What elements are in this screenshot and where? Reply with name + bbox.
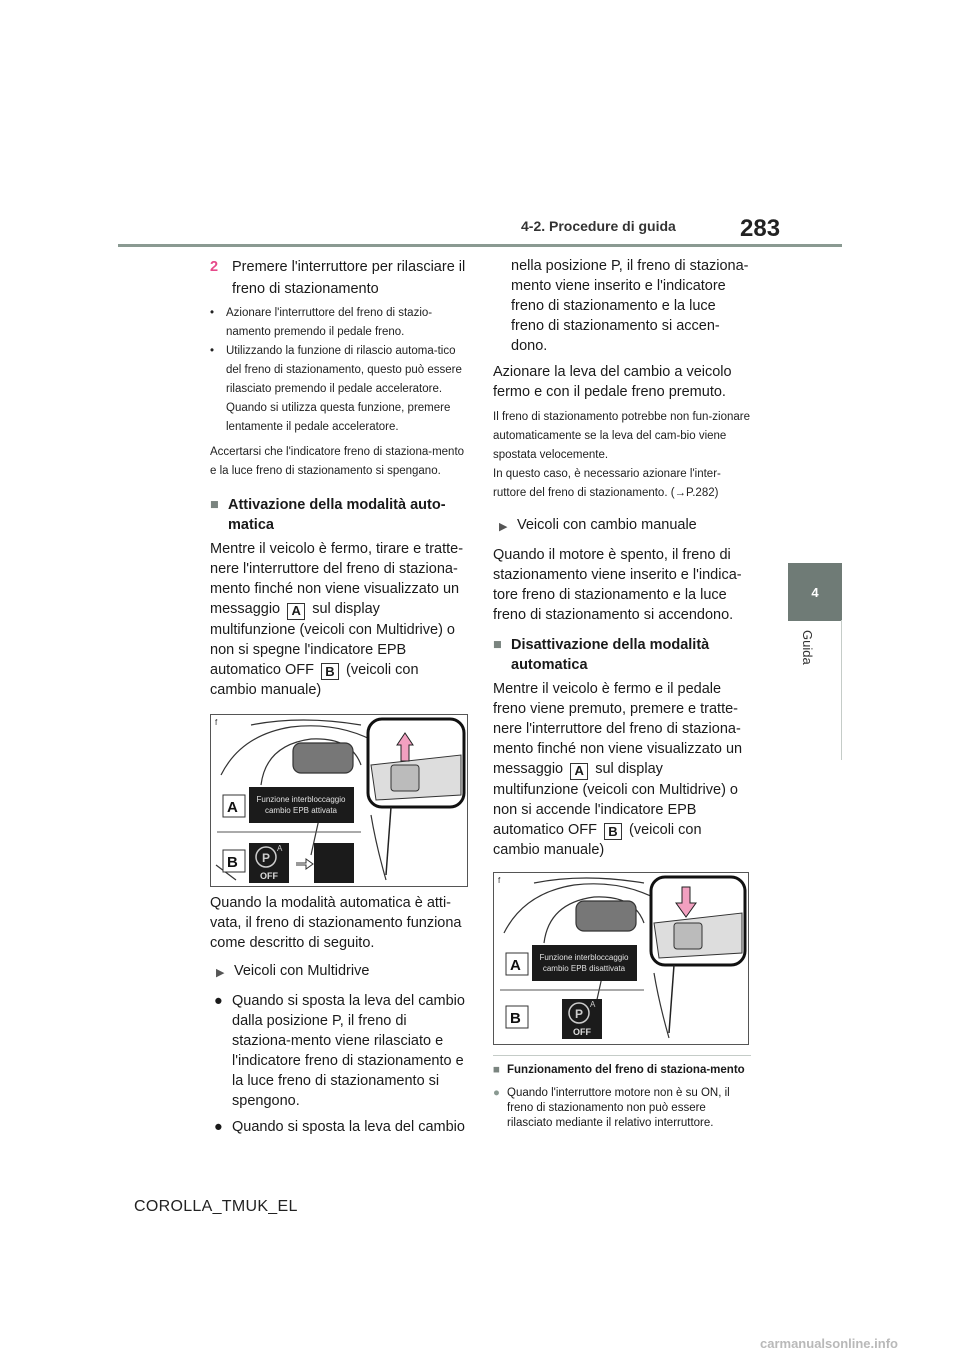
svg-text:P: P	[575, 1007, 584, 1021]
svg-text:B: B	[510, 1010, 521, 1027]
svg-text:cambio EPB disattivata: cambio EPB disattivata	[542, 964, 626, 973]
step-text: Premere l'interruttore per rilasciare il freno di stazionamento	[232, 259, 466, 297]
check-note: Accertarsi che l'indicatore freno di staziona-mento e la luce freno di stazionamento si spengano.	[210, 446, 465, 477]
square-bullet-icon: ■	[493, 1064, 500, 1076]
chapter-label: Guida	[800, 630, 815, 665]
header-divider	[118, 244, 842, 247]
illustration-deactivate	[493, 872, 749, 1045]
square-bullet-icon: ■	[493, 637, 502, 653]
step-number: 2	[210, 259, 219, 275]
bullet-text: Azionare l'interruttore del freno di stazio-namento premendo il pedale freno.	[226, 307, 433, 338]
triangle-bullet-icon: ▶	[499, 521, 508, 533]
left-column	[210, 256, 468, 1143]
continued-paragraph: nella posizione P, il freno di staziona-mento viene inserito e l'indicatore freno di stazionamento e la luce freno di stazionamento si accen-dono.	[511, 258, 749, 354]
label-a-badge: A	[570, 763, 588, 780]
subheading-multidrive: ▶ Veicoli con Multidrive	[216, 961, 468, 983]
section-title-activation: ■ Attivazione della modalità auto-matica	[210, 497, 446, 533]
subheading-manual: ▶ Veicoli con cambio manuale	[499, 515, 751, 537]
svg-text:cambio EPB attivata: cambio EPB attivata	[264, 806, 338, 815]
svg-text:f: f	[498, 876, 501, 885]
dashboard-illustration	[211, 715, 468, 887]
list-item: • Utilizzando la funzione di rilascio automa-tico del freno di stazionamento, questo può essere rilasciato premendo il pedale acceleratore. Quando si utilizza questa funzione, premere lentamente il pedale acceleratore.	[210, 342, 468, 437]
bullet-text: Utilizzando la funzione di rilascio automa-tico del freno di stazionamento, questo può essere rilasciato premendo il pedale acceleratore. Quando si utilizza questa funzione, premere lentamente il pedale acceleratore.	[226, 345, 462, 433]
label-b-badge: B	[604, 823, 622, 840]
activation-paragraph: Mentre il veicolo è fermo, tirare e tratte-nere l'interruttore del freno di staziona-mento finché non viene visualizzato un messaggio A sul display multifunzione (veicoli con Multidrive) o non si spegne l'indicatore EPB automatico OFF B (veicoli con cambio manuale)	[210, 541, 464, 698]
svg-text:OFF: OFF	[573, 1027, 591, 1037]
svg-text:Funzione interbloccaggio: Funzione interbloccaggio	[256, 795, 346, 804]
dot-bullet-icon: ●	[493, 1087, 500, 1099]
auto-mode-description: Quando la modalità automatica è atti-vata, il freno di stazionamento funziona come descritto di seguito.	[210, 895, 462, 951]
deactivation-paragraph: Mentre il veicolo è fermo e il pedale freno viene premuto, premere e tratte-nere l'interruttore del freno di staziona-mento finché non viene visualizzato un messaggio A sul display multifunzione (veicoli con Multidrive) o non si accende l'indicatore EPB automatico OFF B (veicoli con cambio manuale)	[493, 681, 743, 858]
footer-model-code: COROLLA_TMUK_EL	[134, 1198, 298, 1215]
svg-text:A: A	[227, 799, 238, 816]
chapter-tab[interactable]: 4	[788, 563, 842, 621]
label-a-badge: A	[287, 603, 305, 620]
side-divider	[841, 620, 842, 760]
right-column	[493, 256, 751, 1131]
dot-bullet-icon: ●	[214, 993, 223, 1009]
dot-bullet-icon: ●	[214, 1119, 223, 1135]
section-header-title: 4-2. Procedure di guida	[521, 218, 676, 234]
label-b-badge: B	[321, 663, 339, 680]
note-divider	[493, 1055, 751, 1056]
illustration-activate	[210, 714, 468, 887]
page-number: 283	[740, 215, 781, 242]
list-item: ● Quando si sposta la leva del cambio dalla posizione P, il freno di staziona-mento viene rilasciato e l'indicatore freno di stazionamento e la luce freno di stazionamento si spengono.	[214, 993, 465, 1109]
svg-text:A: A	[510, 957, 521, 974]
note-item: ● Quando l'interruttore motore non è su ON, il freno di stazionamento non può essere rilasciato mediante il relativo interruttore.	[493, 1087, 730, 1129]
note-title: ■ Funzionamento del freno di staziona-mento	[493, 1064, 745, 1076]
triangle-bullet-icon: ▶	[216, 967, 225, 979]
manual-paragraph: Quando il motore è spento, il freno di stazionamento viene inserito e l'indica-tore freno di stazionamento e la luce freno di stazionamento si accendono.	[493, 547, 742, 623]
svg-text:A: A	[590, 1000, 596, 1009]
svg-text:P: P	[262, 851, 271, 865]
lever-instruction: Azionare la leva del cambio a veicolo fermo e con il pedale freno premuto.	[493, 364, 732, 400]
svg-text:f: f	[215, 718, 218, 727]
section-title-deactivation: ■ Disattivazione della modalità automatica	[493, 637, 710, 673]
svg-text:Funzione interbloccaggio: Funzione interbloccaggio	[539, 953, 629, 962]
list-item: • Azionare l'interruttore del freno di stazio-namento premendo il pedale freno.	[210, 304, 468, 342]
svg-text:A: A	[277, 844, 283, 853]
square-bullet-icon: ■	[210, 497, 219, 513]
small-note-reference: In questo caso, è necessario azionare l'inter-ruttore del freno di stazionamento. (→P.282)	[493, 468, 721, 499]
dashboard-illustration	[494, 873, 749, 1045]
list-item: ● Quando si sposta la leva del cambio	[214, 1119, 465, 1135]
small-note: Il freno di stazionamento potrebbe non fun-zionare automaticamente se la leva del cam-bio viene spostata velocemente.	[493, 411, 750, 461]
svg-text:OFF: OFF	[260, 871, 278, 881]
watermark: carmanualsonline.info	[760, 1336, 898, 1351]
step-2	[210, 256, 468, 300]
svg-text:B: B	[227, 854, 238, 871]
